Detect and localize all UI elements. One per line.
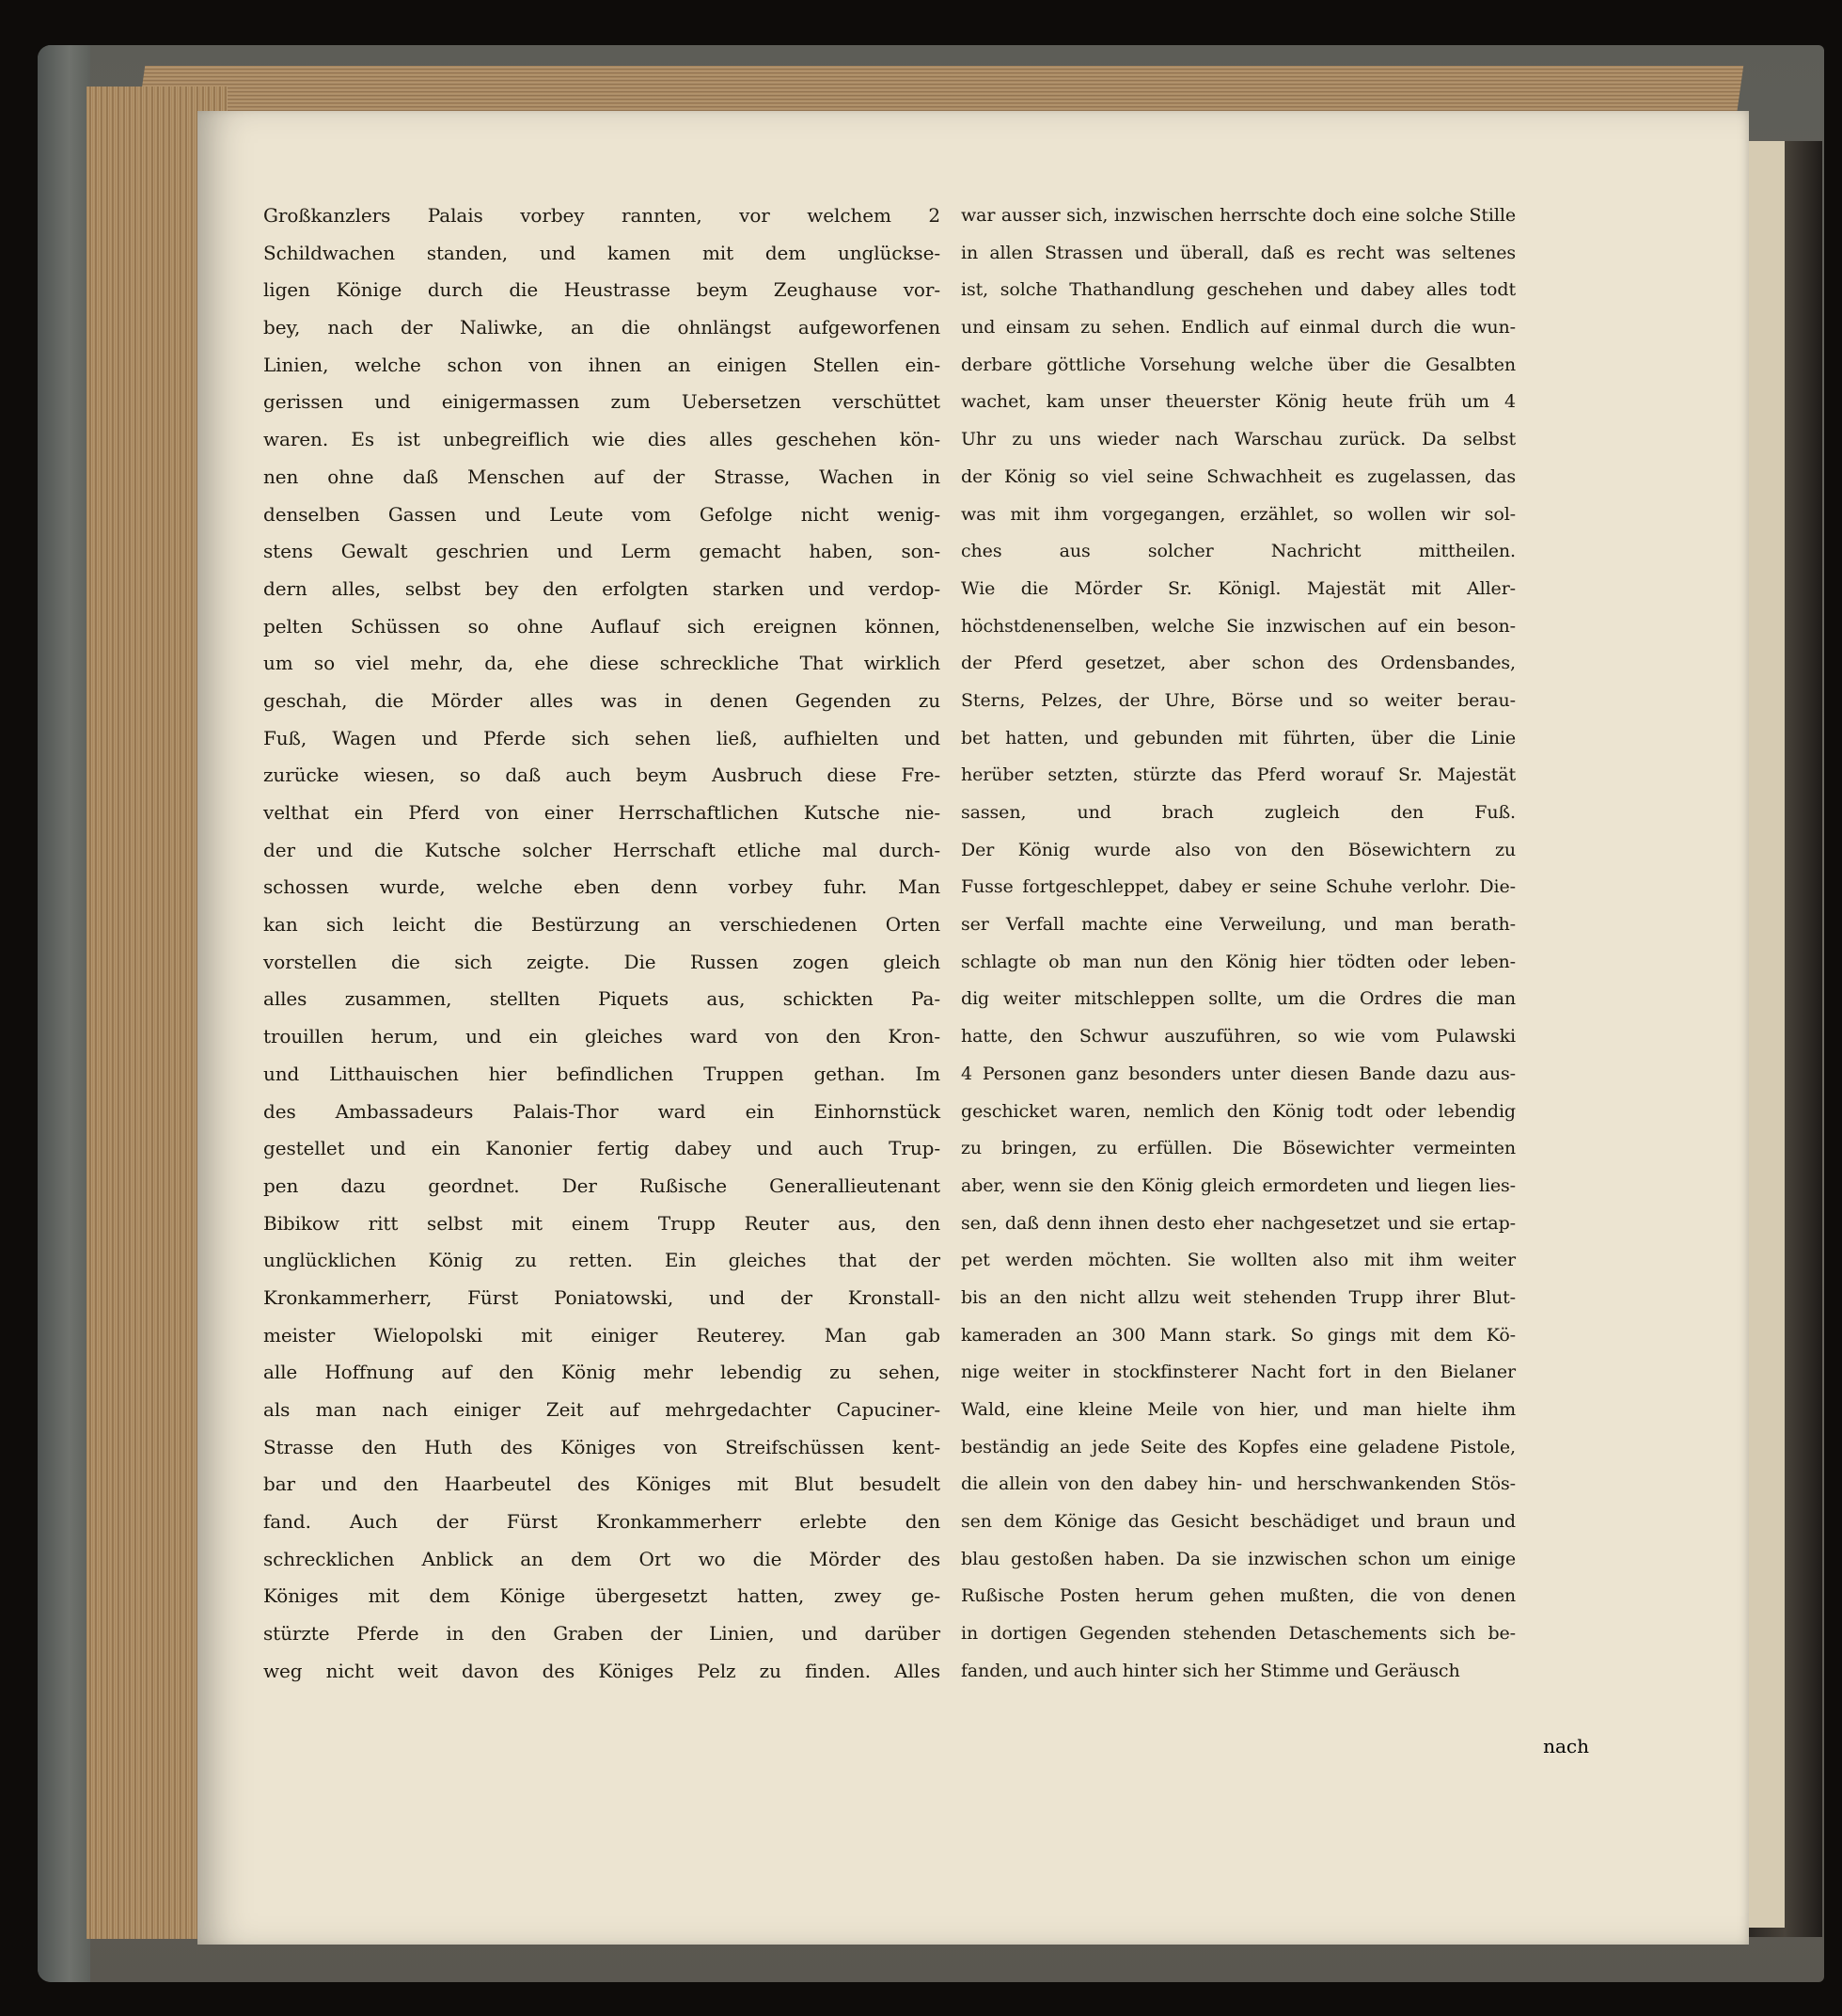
right-column-line: herüber setzten, stürzte das Pferd worauf Sr. Majestät — [961, 764, 1516, 786]
right-column-line: Uhr zu uns wieder nach Warschau zurück. Da selbst — [961, 429, 1516, 450]
left-column-line: vorstellen die sich zeigte. Die Russen zogen gleich — [263, 950, 940, 973]
right-column-line: Wie die Mörder Sr. Königl. Majestät mit Aller- — [961, 577, 1516, 599]
right-column-line: in allen Strassen und überall, daß es recht was seltenes — [961, 242, 1516, 263]
left-column-line: weg nicht weit davon des Königes Pelz zu finden. Alles — [263, 1659, 940, 1682]
right-column-line: der König so viel seine Schwachheit es zugelassen, das — [961, 465, 1516, 487]
right-column-line: die allein von den dabey hin- und herschwankenden Stös- — [961, 1473, 1516, 1495]
left-column-line: dern alles, selbst bey den erfolgten starken und verdop- — [263, 576, 940, 600]
right-column-line: aber, wenn sie den König gleich ermordeten und liegen lies- — [961, 1174, 1516, 1196]
left-column-line: Kronkammerherr, Fürst Poniatowski, und der Kronstall- — [263, 1285, 940, 1309]
left-column-line: pen dazu geordnet. Der Rußische Generallieutenant — [263, 1173, 940, 1197]
left-column-line: schossen wurde, welche eben denn vorbey fuhr. Man — [263, 875, 940, 899]
right-column-line: der Pferd gesetzet, aber schon des Ordensbandes, — [961, 653, 1516, 674]
catchword: nach — [1543, 1735, 1589, 1757]
left-column-line: pelten Schüssen so ohne Auflauf sich ereignen können, — [263, 614, 940, 638]
left-column-line: als man nach einiger Zeit auf mehrgedachter Capuciner- — [263, 1398, 940, 1421]
left-column-line: unglücklichen König zu retten. Ein gleiches that der — [263, 1249, 940, 1272]
right-column-line: bis an den nicht allzu weit stehenden Trupp ihrer Blut- — [961, 1286, 1516, 1308]
left-column-line: Königes mit dem Könige übergesetzt hatten, zwey ge- — [263, 1584, 940, 1608]
book-spine — [38, 45, 90, 1982]
right-column-line: fanden, und auch hinter sich her Stimme und Geräusch — [961, 1660, 1460, 1681]
left-column-line: um so viel mehr, da, ehe diese schreckliche That wirklich — [263, 652, 940, 675]
right-column-line: ist, solche Thathandlung geschehen und dabey alles todt — [961, 279, 1516, 301]
right-column-line: beständig an jede Seite des Kopfes eine geladene Pistole, — [961, 1436, 1516, 1457]
left-column-line: fand. Auch der Fürst Kronkammerherr erlebte den — [263, 1510, 940, 1534]
left-column-line: geschah, die Mörder alles was in denen Gegenden zu — [263, 688, 940, 712]
left-column-line: denselben Gassen und Leute vom Gefolge nicht wenig- — [263, 502, 940, 526]
right-column-line: hatte, den Schwur auszuführen, so wie vom Pulawski — [961, 1026, 1516, 1047]
right-column-line: Wald, eine kleine Meile von hier, und man hielte ihm — [961, 1399, 1516, 1420]
right-column-line: in dortigen Gegenden stehenden Detaschements sich be- — [961, 1623, 1516, 1645]
left-column-line: schrecklichen Anblick an dem Ort wo die Mörder des — [263, 1547, 940, 1570]
right-column-line: nige weiter in stockfinsterer Nacht fort in den Bielaner — [961, 1362, 1516, 1383]
right-column-line: sassen, und brach zugleich den Fuß. — [961, 802, 1516, 823]
left-column-line: stens Gewalt geschrien und Lerm gemacht haben, son- — [263, 540, 940, 563]
left-column-line: ligen Könige durch die Heustrasse beym Zeughause vor- — [263, 278, 940, 302]
left-column-line: velthat ein Pferd von einer Herrschaftlichen Kutsche nie- — [263, 801, 940, 824]
left-column-line: gerissen und einigermassen zum Uebersetzen verschüttet — [263, 390, 940, 414]
right-column-line: ches aus solcher Nachricht mittheilen. — [961, 541, 1516, 562]
left-column-line: alle Hoffnung auf den König mehr lebendig zu sehen, — [263, 1361, 940, 1384]
right-column-line: derbare göttliche Vorsehung welche über die Gesalbten — [961, 354, 1516, 375]
left-column-line: gestellet und ein Kanonier fertig dabey und auch Trup- — [263, 1137, 940, 1160]
left-column-line: und Litthauischen hier befindlichen Truppen gethan. Im — [263, 1062, 940, 1085]
left-column-line: nen ohne daß Menschen auf der Strasse, Wachen in — [263, 465, 940, 488]
right-column-line: Sterns, Pelzes, der Uhre, Börse und so weiter berau- — [961, 689, 1516, 711]
right-column-line: zu bringen, zu erfüllen. Die Bösewichter vermeinten — [961, 1138, 1516, 1159]
left-column-line: alles zusammen, stellten Piquets aus, schickten Pa- — [263, 987, 940, 1011]
right-column — [961, 197, 1516, 1691]
left-column-line: bar und den Haarbeutel des Königes mit Blut besudelt — [263, 1473, 940, 1496]
left-column-line: trouillen herum, und ein gleiches ward von den Kron- — [263, 1025, 940, 1048]
right-column-line: sen, daß denn ihnen desto eher nachgesetzet und sie ertap- — [961, 1212, 1516, 1234]
right-column-line: war ausser sich, inzwischen herrschte doch eine solche Stille — [961, 205, 1516, 226]
left-column-line: Linien, welche schon von ihnen an einigen Stellen ein- — [263, 353, 940, 376]
left-column-line: Strasse den Huth des Königes von Streifschüssen kent- — [263, 1435, 940, 1458]
right-column-line: dig weiter mitschleppen sollte, um die Ordres die man — [961, 988, 1516, 1010]
right-column-line: schlagte ob man nun den König hier tödten oder leben- — [961, 951, 1516, 972]
left-column-line: Großkanzlers Palais vorbey rannten, vor welchem 2 — [263, 204, 940, 227]
right-column-line: was mit ihm vorgegangen, erzählet, so wollen wir sol- — [961, 503, 1516, 525]
left-column-line: stürzte Pferde in den Graben der Linien, und darüber — [263, 1622, 940, 1646]
left-column-line: Fuß, Wagen und Pferde sich sehen ließ, aufhielten und — [263, 726, 940, 749]
left-column — [263, 197, 940, 1691]
right-column-line: blau gestoßen haben. Da sie inzwischen schon um einige — [961, 1548, 1516, 1569]
right-column-line: pet werden möchten. Sie wollten also mit ihm weiter — [961, 1250, 1516, 1271]
right-column-line: geschicket waren, nemlich den König todt oder lebendig — [961, 1100, 1516, 1122]
right-column-line: und einsam zu sehen. Endlich auf einmal durch die wun- — [961, 317, 1516, 339]
right-column-line: bet hatten, und gebunden mit führten, über die Linie — [961, 727, 1516, 748]
left-column-line: zurücke wiesen, so daß auch beym Ausbruch diese Fre- — [263, 764, 940, 787]
right-column-line: Der König wurde also von den Bösewichtern zu — [961, 839, 1516, 860]
right-column-line: Fusse fortgeschleppet, dabey er seine Schuhe verlohr. Die- — [961, 876, 1516, 898]
left-column-line: meister Wielopolski mit einiger Reuterey. Man gab — [263, 1323, 940, 1347]
left-column-line: Bibikow ritt selbst mit einem Trupp Reuter aus, den — [263, 1211, 940, 1235]
right-column-line: kameraden an 300 Mann stark. So gings mit dem Kö- — [961, 1324, 1516, 1346]
left-column-line: bey, nach der Naliwke, an die ohnlängst aufgeworfenen — [263, 316, 940, 339]
right-column-line: Rußische Posten herum gehen mußten, die von denen — [961, 1585, 1516, 1607]
facing-page-edge — [1747, 141, 1785, 1928]
right-column-line: höchstdenenselben, welche Sie inzwischen auf ein beson- — [961, 615, 1516, 637]
right-column-line: wachet, kam unser theuerster König heute früh um 4 — [961, 391, 1516, 413]
right-column-line: 4 Personen ganz besonders unter diesen Bande dazu aus- — [961, 1063, 1516, 1084]
text-columns — [263, 197, 1516, 1691]
left-column-line: der und die Kutsche solcher Herrschaft etliche mal durch- — [263, 838, 940, 861]
left-column-line: kan sich leicht die Bestürzung an verschiedenen Orten — [263, 913, 940, 937]
left-column-line: des Ambassadeurs Palais-Thor ward ein Einhornstück — [263, 1099, 940, 1123]
left-column-line: Schildwachen standen, und kamen mit dem unglückse- — [263, 241, 940, 264]
left-column-line: waren. Es ist unbegreiflich wie dies alles geschehen kön- — [263, 428, 940, 451]
right-column-line: ser Verfall machte eine Verweilung, und man berath- — [961, 914, 1516, 936]
right-column-line: sen dem Könige das Gesicht beschädiget und braun und — [961, 1511, 1516, 1533]
